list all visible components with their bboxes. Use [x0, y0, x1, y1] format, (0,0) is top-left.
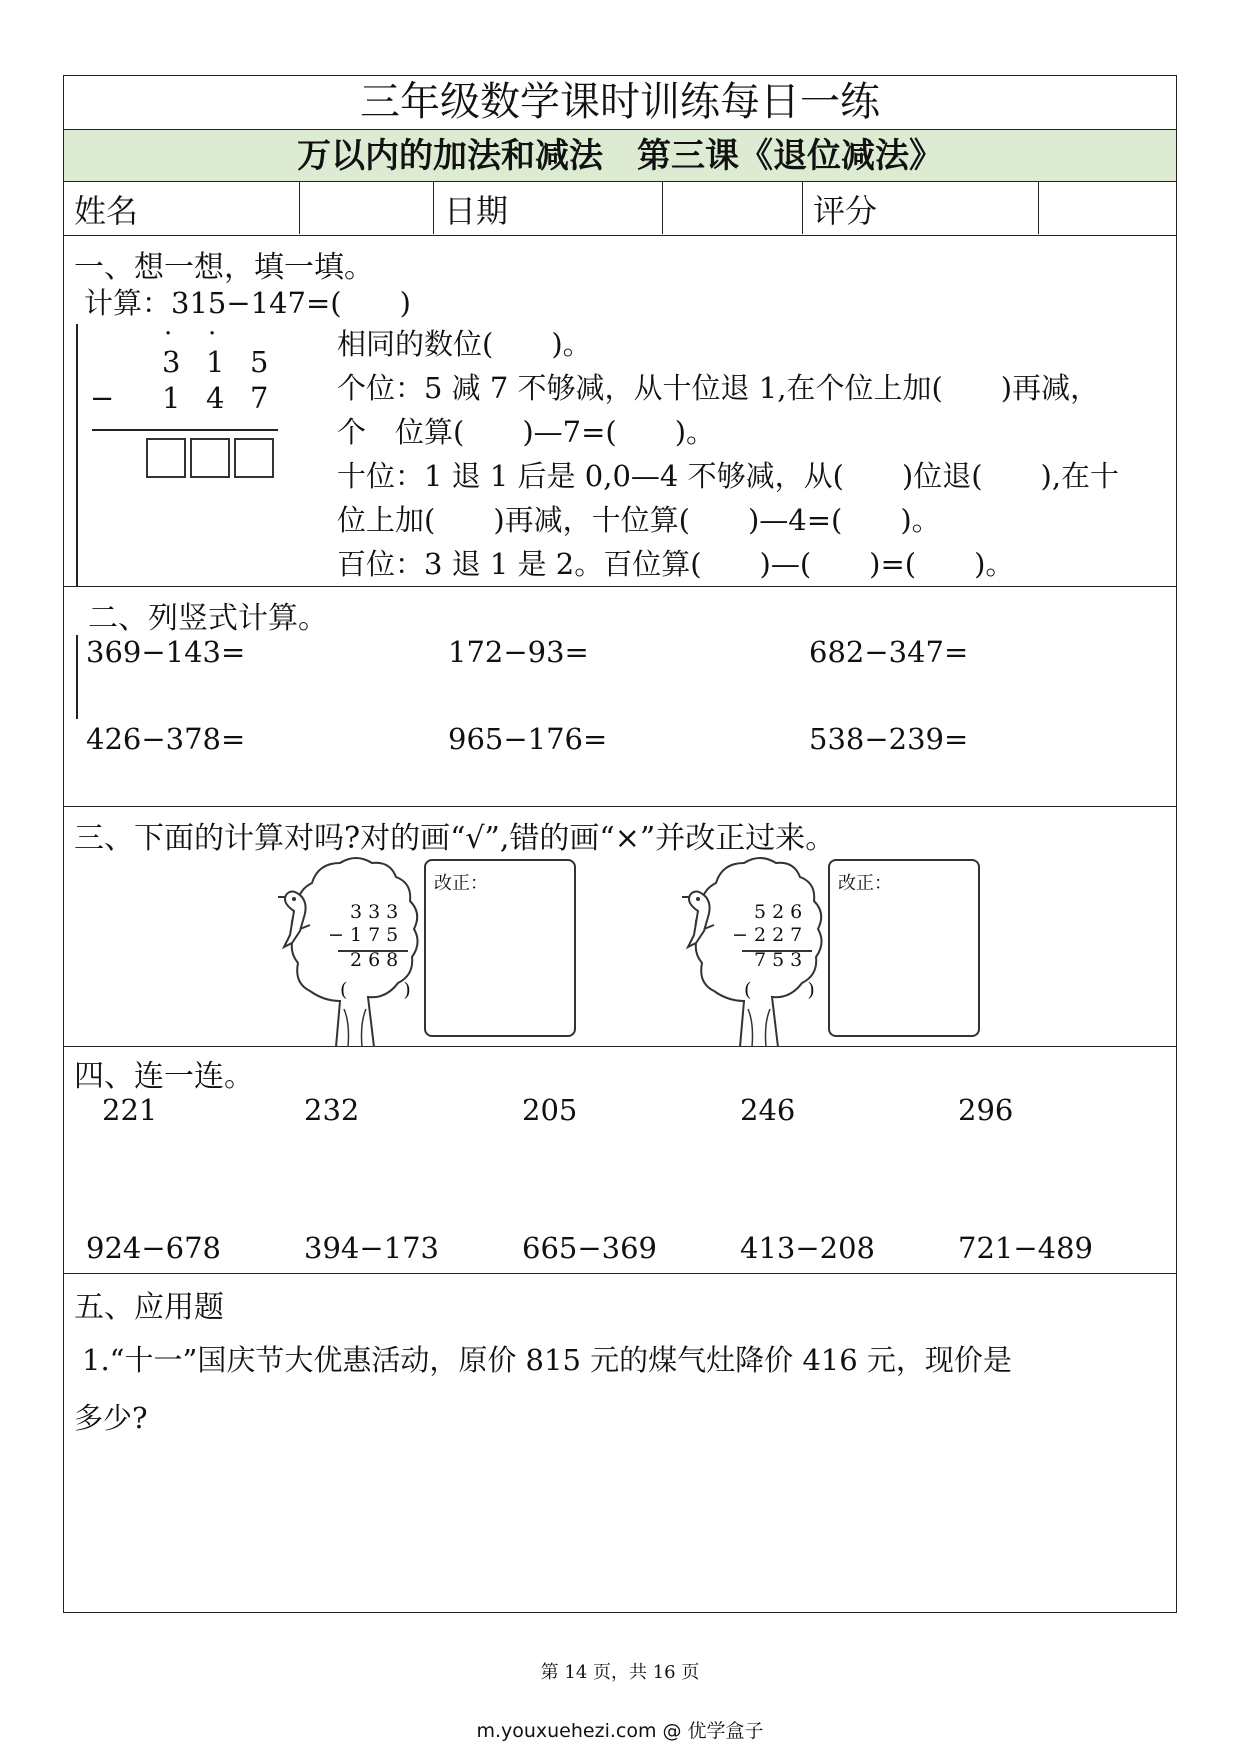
section-2: [64, 587, 1176, 807]
match-expression[interactable]: 394−173: [304, 1231, 440, 1265]
digit: 1: [162, 381, 181, 415]
name-field[interactable]: [300, 182, 434, 234]
word-problem-line: 多少?: [74, 1401, 148, 1435]
match-expression[interactable]: 721−489: [958, 1231, 1094, 1265]
match-number[interactable]: 246: [740, 1093, 796, 1127]
section-3: [64, 807, 1176, 1047]
section-2-heading: 二、列竖式计算。: [88, 601, 328, 636]
problem: 426−378=: [86, 722, 246, 756]
match-number[interactable]: 205: [522, 1093, 578, 1127]
lesson-subtitle: 万以内的加法和减法 第三课《退位减法》: [64, 130, 1176, 182]
minus-sign: −: [90, 381, 115, 415]
check-item-1: [264, 851, 644, 1047]
judgement-blank[interactable]: ( ): [340, 979, 417, 1001]
date-field[interactable]: [663, 182, 803, 234]
digit: 3: [162, 345, 181, 379]
digit: 7: [250, 381, 269, 415]
score-label: 评分: [803, 182, 1039, 234]
answer-box[interactable]: [146, 438, 186, 478]
check-item-2: [668, 851, 1048, 1047]
page-title: 三年级数学课时训练每日一练: [64, 76, 1176, 130]
digit: 1: [206, 345, 225, 379]
tree-minus-sign: −: [328, 924, 350, 946]
match-number[interactable]: 296: [958, 1093, 1014, 1127]
match-expression[interactable]: 924−678: [86, 1231, 222, 1265]
answer-box[interactable]: [234, 438, 274, 478]
hint-line: 百位：3 退 1 是 2。百位算( )—( )=( )。: [337, 547, 1015, 581]
source-watermark: m.youxuehezi.com @ 优学盒子: [476, 1720, 764, 1742]
section-4: [64, 1047, 1176, 1274]
score-field[interactable]: [1039, 182, 1176, 234]
date-label: 日期: [434, 182, 663, 234]
section-3-heading: 三、下面的计算对吗?对的画“√”,错的画“×”并改正过来。: [74, 821, 836, 856]
section-1: [64, 236, 1176, 587]
hint-line: 个 位算( )—7=( )。: [337, 415, 716, 449]
correction-label: 改正：: [838, 873, 892, 894]
borrow-dot: ·: [208, 319, 217, 349]
word-problem-line: 1.“十一”国庆节大优惠活动，原价 815 元的煤气灶降价 416 元，现价是: [82, 1343, 1012, 1377]
hint-line: 位上加( )再减，十位算( )—4=( )。: [337, 503, 941, 537]
problem: 538−239=: [809, 722, 969, 756]
tree-bottom-number: 175: [350, 924, 405, 946]
margin-line: [76, 635, 78, 719]
correction-box[interactable]: [828, 859, 980, 1037]
problem: 965−176=: [448, 722, 608, 756]
judgement-blank[interactable]: ( ): [744, 979, 821, 1001]
tree-bottom-number: 227: [754, 924, 809, 946]
problem: 682−347=: [809, 635, 969, 669]
section-1-heading: 一、想一想，填一填。: [74, 250, 374, 285]
tree-top-number: 333: [350, 901, 405, 923]
borrow-dot: ·: [164, 319, 173, 349]
problem: 172−93=: [448, 635, 589, 669]
tree-result: 268: [350, 949, 405, 971]
sum-line: [92, 429, 278, 431]
tree-result: 753: [754, 949, 809, 971]
page-number: 第 14 页，共 16 页: [540, 1662, 700, 1683]
digit: 5: [250, 345, 269, 379]
section-5: [64, 1274, 1176, 1612]
section-5-heading: 五、应用题: [74, 1290, 224, 1325]
calc-prompt: 计算：315−147=( ): [84, 286, 411, 320]
hint-line: 个位：5 减 7 不够减，从十位退 1,在个位上加( )再减，: [337, 371, 1100, 405]
info-row: [64, 182, 1176, 236]
match-expression[interactable]: 665−369: [522, 1231, 658, 1265]
match-number[interactable]: 221: [102, 1093, 158, 1127]
hint-line: 十位：1 退 1 后是 0,0—4 不够减，从( )位退( ),在十: [337, 459, 1120, 493]
margin-line: [76, 324, 78, 587]
correction-label: 改正：: [434, 873, 488, 894]
hint-line: 相同的数位( )。: [337, 327, 592, 361]
answer-area[interactable]: [74, 1444, 1164, 1604]
tree-minus-sign: −: [732, 924, 754, 946]
digit: 4: [206, 381, 225, 415]
tree-top-number: 526: [754, 901, 809, 923]
correction-box[interactable]: [424, 859, 576, 1037]
worksheet: [63, 75, 1177, 1613]
answer-box[interactable]: [190, 438, 230, 478]
match-number[interactable]: 232: [304, 1093, 360, 1127]
match-expression[interactable]: 413−208: [740, 1231, 876, 1265]
problem: 369−143=: [86, 635, 246, 669]
section-4-heading: 四、连一连。: [74, 1059, 254, 1094]
name-label: 姓名: [64, 182, 300, 234]
